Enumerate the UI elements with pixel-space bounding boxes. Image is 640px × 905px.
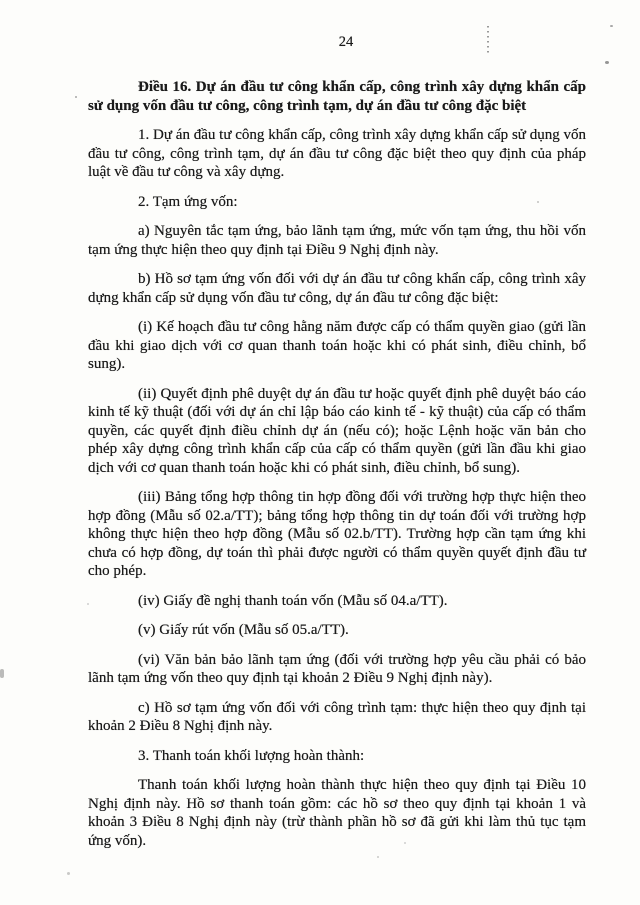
scan-speck xyxy=(605,61,609,64)
paragraph-clause-2a: a) Nguyên tắc tạm ứng, bảo lãnh tạm ứng, mức vốn tạm ứng, thu hồi vốn tạm ứng thực hiện theo quy định tại Điều 9 Nghị định này. xyxy=(88,223,586,258)
paragraph-clause-3-body: Thanh toán khối lượng hoàn thành thực hiện theo quy định tại Điều 10 Nghị định này. Hồ sơ thanh toán gồm: các hồ sơ theo quy định tại khoản 1 và khoản 3 Điều 8 Nghị định này (trừ thành phần hồ sơ đã gửi khi làm thủ tục tạm ứng vốn). xyxy=(88,777,586,849)
paragraph-clause-2: 2. Tạm ứng vốn: xyxy=(138,193,238,210)
scan-speck xyxy=(377,856,379,858)
paragraph-clause-2b-v: (v) Giấy rút vốn (Mẫu số 05.a/TT). xyxy=(138,622,349,638)
document-body xyxy=(88,78,586,850)
paragraph-clause-2b: b) Hồ sơ tạm ứng vốn đối với dự án đầu tư công khẩn cấp, công trình xây dựng khẩn cấp sử dụng vốn đầu tư công, dự án đầu tư công đặc biệt: xyxy=(88,271,586,306)
article-heading-line-2: sử dụng vốn đầu tư công, công trình tạm, dự án đầu tư công đặc biệt xyxy=(88,97,527,114)
scan-speck xyxy=(67,872,70,875)
paragraph-clause-2b-i: (i) Kế hoạch đầu tư công hằng năm được cấp có thẩm quyền giao (gửi lần đầu khi giao dịch với cơ quan thanh toán hoặc khi có phát sinh, điều chỉnh, bổ sung). xyxy=(88,319,586,372)
scan-speck xyxy=(0,669,4,678)
paragraph-clause-2c: c) Hồ sơ tạm ứng vốn đối với công trình tạm: thực hiện theo quy định tại khoản 2 Điều 8 Nghị định này. xyxy=(88,699,586,734)
paragraph-clause-2b-iii: (iii) Bảng tổng hợp thông tin hợp đồng đối với trường hợp thực hiện theo hợp đồng (Mẫu số 02.a/TT); bảng tổng hợp thông tin dự toán đối với trường hợp không thực hiện theo hợp đồng (Mẫu số 02.b/TT). Trường hợp cần tạm ứng khi chưa có hợp đồng, dự toán thì phải được người có thẩm quyền quyết định đầu tư cho phép. xyxy=(88,489,586,579)
scan-speck xyxy=(610,25,613,27)
article-heading xyxy=(88,78,586,115)
paragraph-clause-1: 1. Dự án đầu tư công khẩn cấp, công trình xây dựng khẩn cấp sử dụng vốn đầu tư công, công trình tạm, dự án đầu tư công đặc biệt theo quy định của pháp luật về đầu tư công và xây dựng. xyxy=(88,127,586,180)
paragraph-clause-2b-ii: (ii) Quyết định phê duyệt dự án đầu tư hoặc quyết định phê duyệt báo cáo kinh tế kỹ thuật (đối với dự án chỉ lập báo cáo kinh tế - kỹ thuật) của cấp có thẩm quyền, các quyết định điều chỉnh dự án (nếu có); hoặc Lệnh hoặc văn bản cho phép xây dựng công trình khẩn cấp của cấp có thẩm quyền (gửi lần đầu khi giao dịch với cơ quan thanh toán hoặc khi có phát sinh, điều chỉnh, bổ sung). xyxy=(88,385,586,476)
paragraph-clause-3: 3. Thanh toán khối lượng hoàn thành: xyxy=(138,747,365,764)
scan-speck xyxy=(75,96,77,98)
paragraph-clause-2b-vi: (vi) Văn bản bảo lãnh tạm ứng (đối với trường hợp yêu cầu phải có bảo lãnh tạm ứng vốn theo quy định tại khoản 2 Điều 9 Nghị định này). xyxy=(88,651,586,686)
article-heading-line-1: Điều 16. Dự án đầu tư công khẩn cấp, công trình xây dựng khẩn cấp xyxy=(138,79,586,95)
page-number: 24 xyxy=(338,34,354,50)
paragraph-clause-2b-iv: (iv) Giấy đề nghị thanh toán vốn (Mẫu số 04.a/TT). xyxy=(138,592,448,609)
